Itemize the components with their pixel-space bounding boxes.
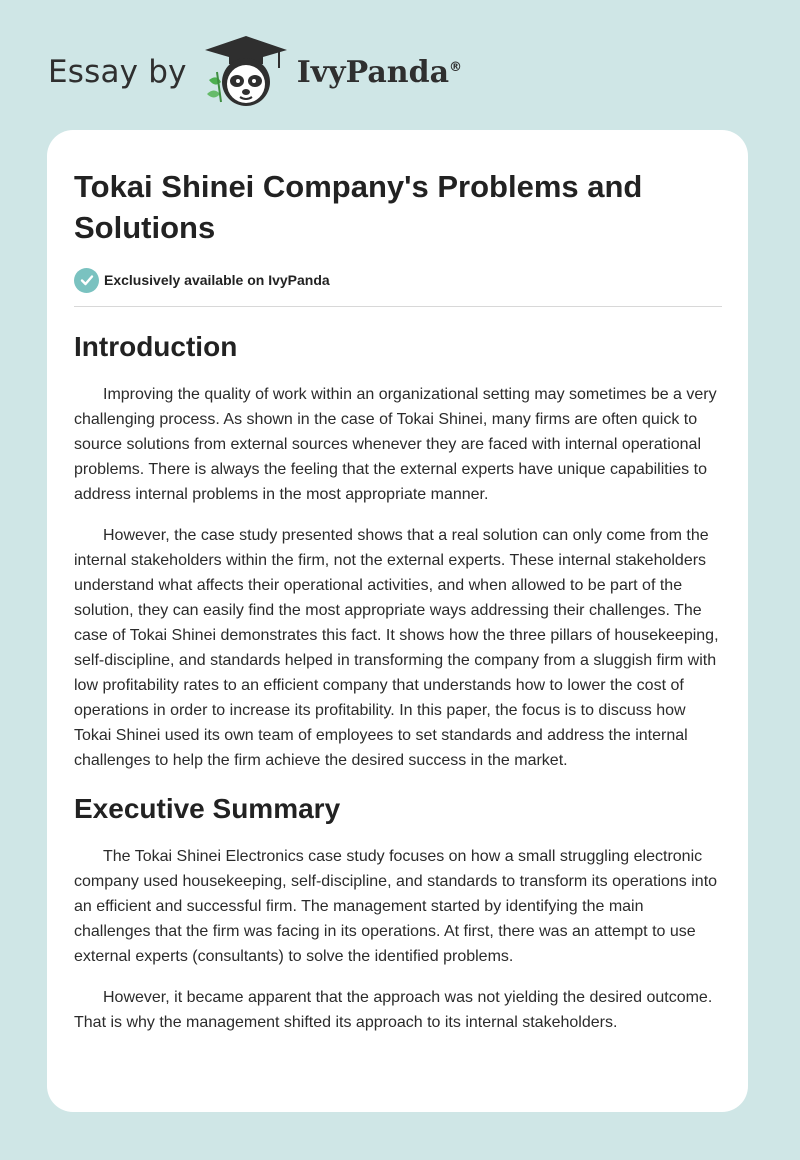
checkmark-icon xyxy=(74,268,99,293)
section-heading-executive-summary: Executive Summary xyxy=(74,793,341,824)
exclusive-badge xyxy=(74,266,722,294)
brand-name: IvyPanda® xyxy=(296,54,463,90)
divider xyxy=(74,306,722,307)
section-heading-introduction: Introduction xyxy=(74,331,238,362)
trademark-symbol: ® xyxy=(449,59,463,75)
site-brand[interactable] xyxy=(48,34,462,110)
badge-label: Exclusively available on IvyPanda xyxy=(104,272,330,288)
paragraph: However, it became apparent that the approach was not yielding the desired outcome. That is why the management shifted its approach to its internal stakeholders. xyxy=(74,989,713,1031)
paragraph: Improving the quality of work within an organizational setting may sometimes be a very challenging process. As shown in the case of Tokai Shinei, many firms are often quick to source solutions from external sources whenever they are faced with internal operational problems. There is always the feeling that the external experts have unique capabilities to address internal problems in the most appropriate manner. xyxy=(74,386,717,503)
brand-prefix: Essay by xyxy=(48,54,187,90)
page-title: Tokai Shinei Company's Problems and Solutions xyxy=(74,169,643,245)
panda-logo-icon xyxy=(199,34,293,110)
paragraph: However, the case study presented shows that a real solution can only come from the internal stakeholders within the firm, not the external experts. These internal stakeholders understand what affects their operational activities, and when allowed to be part of the solution, they can easily find the most appropriate ways addressing their challenges. The case of Tokai Shinei demonstrates this fact. It shows how the three pillars of housekeeping, self-discipline, and standards helped in transforming the company from a sluggish firm with low profitability rates to an efficient company that understands how to lower the cost of operations in order to increase its profitability. In this paper, the focus is to discuss how Tokai Shinei used its own team of employees to set standards and address the internal challenges to help the firm achieve the desired success in the market. xyxy=(74,527,719,769)
paragraph: The Tokai Shinei Electronics case study focuses on how a small struggling electronic company used housekeeping, self-discipline, and standards to transform its operations into an efficient and successful firm. The management started by identifying the main challenges that the firm was facing in its operations. At first, there was an attempt to use external experts (consultants) to solve the identified problems. xyxy=(74,848,718,965)
essay-card xyxy=(47,130,748,1112)
